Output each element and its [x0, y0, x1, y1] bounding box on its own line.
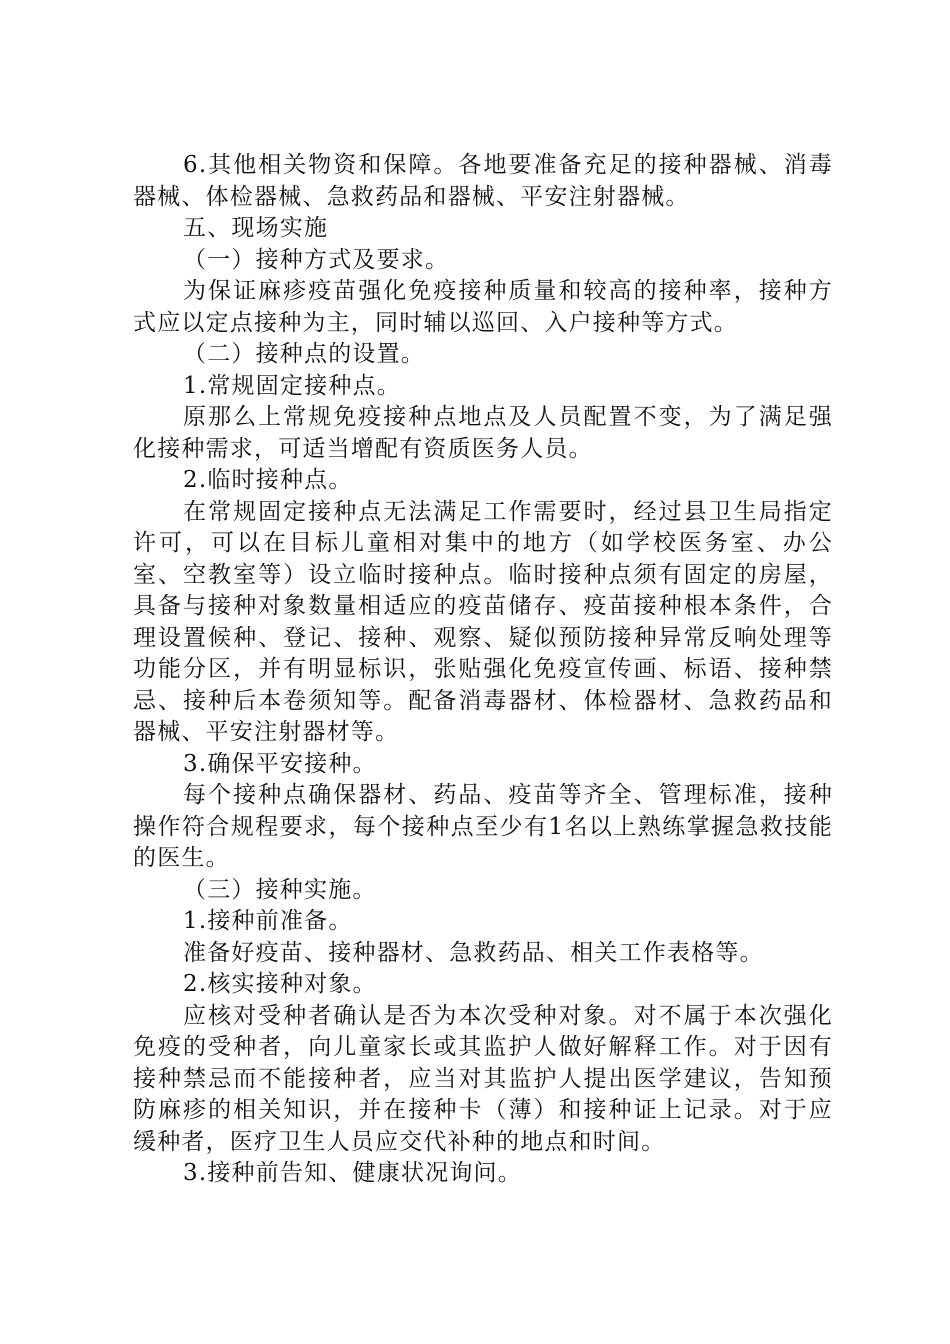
subheading-site-setup: （二）接种点的设置。: [183, 341, 425, 367]
paragraph-method: 为保证麻疹疫苗强化免疫接种质量和较高的接种率，接种方式应以定点接种为主，同时辅以巡回、入户接种等方式。: [133, 278, 833, 336]
item-preparation: 1.接种前准备。: [183, 908, 353, 934]
item-regular-site: 1.常规固定接种点。: [183, 372, 401, 399]
subheading-method: （一）接种方式及要求。: [183, 246, 450, 273]
paragraph-supplies: 6.其他相关物资和保障。各地要准备充足的接种器械、消毒器械、体检器械、急救药品和器械、平安注射器械。: [133, 152, 833, 210]
section-heading-implementation: 五、现场实施: [183, 215, 329, 241]
subheading-implementation: （三）接种实施。: [183, 876, 377, 903]
document-page: [133, 150, 833, 1190]
paragraph-verify-targets: 应核对受种者确认是否为本次受种对象。对不属于本次强化免疫的受种者，向儿童家长或其监护人做好解释工作。对于因有接种禁忌而不能接种者，应当对其监护人提出医学建议，告知预防麻疹的相关知识，并在接种卡（薄）和接种证上记录。对于应缓种者，医疗卫生人员应交代补种的地点和时间。: [133, 1002, 833, 1155]
paragraph-preparation: 准备好疫苗、接种器材、急救药品、相关工作表格等。: [183, 939, 764, 966]
paragraph-regular-site: 原那么上常规免疫接种点地点及人员配置不变，为了满足强化接种需求，可适当增配有资质医务人员。: [133, 404, 833, 462]
paragraph-temporary-site: 在常规固定接种点无法满足工作需要时，经过县卫生局指定许可，可以在目标儿童相对集中的地方（如学校医务室、办公室、空教室等）设立临时接种点。临时接种点须有固定的房屋，具备与接种对象数量相适应的疫苗储存、疫苗接种根本条件，合理设置候种、登记、接种、观察、疑似预防接种异常反响处理等功能分区，并有明显标识，张贴强化免疫宣传画、标语、接种禁忌、接种后本卷须知等。配备消毒器材、体检器材、急救药品和器械、平安注射器材等。: [133, 498, 833, 745]
item-safe-vaccination: 3.确保平安接种。: [183, 750, 377, 777]
item-pre-notification: 3.接种前告知、健康状况询问。: [183, 1160, 522, 1186]
paragraph-safe-vaccination: 每个接种点确保器材、药品、疫苗等齐全、管理标准，接种操作符合规程要求，每个接种点至少有1名以上熟练掌握急救技能的医生。: [133, 782, 833, 871]
item-temporary-site: 2.临时接种点。: [183, 467, 353, 493]
item-verify-targets: 2.核实接种对象。: [183, 971, 377, 997]
